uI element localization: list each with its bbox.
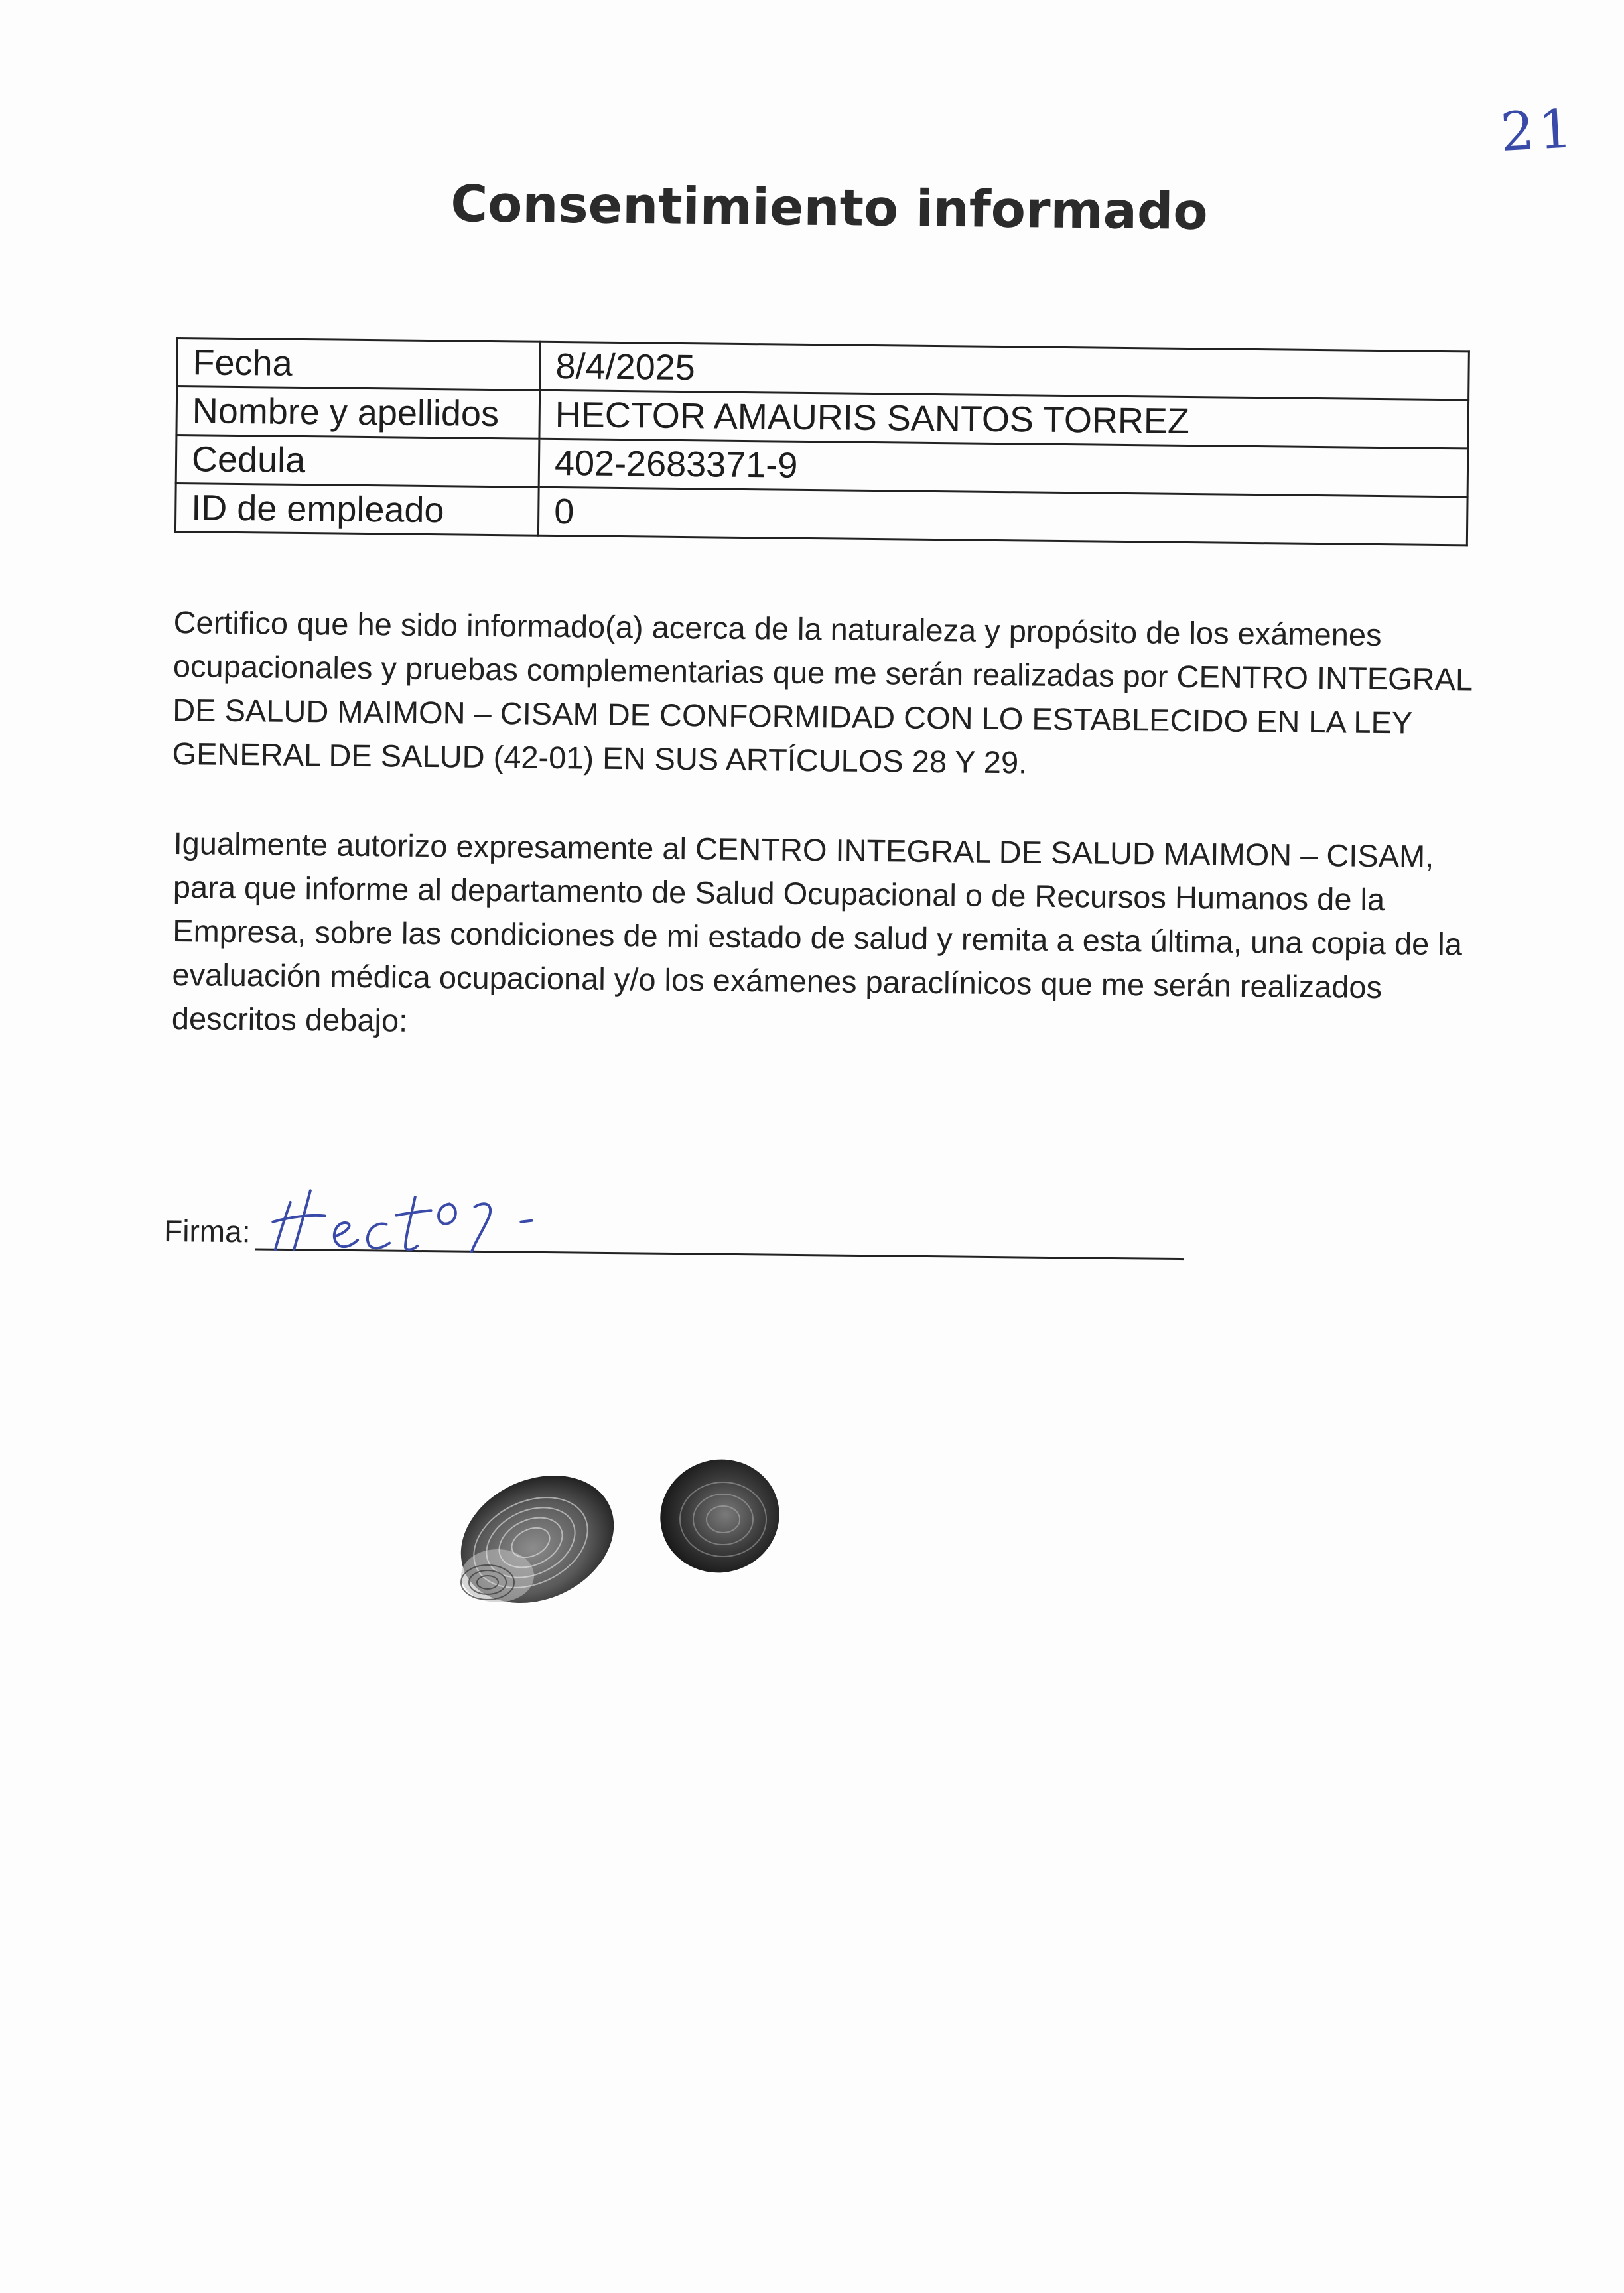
row-value-nombre: HECTOR AMAURIS SANTOS TORREZ	[539, 390, 1469, 449]
row-label-cedula: Cedula	[176, 435, 539, 488]
handwritten-page-number: 21	[1499, 98, 1578, 163]
handwritten-signature	[263, 1176, 609, 1259]
signature-row	[164, 1181, 1199, 1271]
row-label-fecha: Fecha	[177, 338, 541, 391]
fingerprint-right	[647, 1446, 792, 1586]
row-value-cedula: 402-2683371-9	[539, 439, 1468, 497]
signature-label: Firma:	[163, 1213, 251, 1249]
info-table	[174, 337, 1470, 546]
row-label-id-empleado: ID de empleado	[175, 484, 539, 536]
consent-paragraph-2: Igualmente autorizo expresamente al CENTRO INTEGRAL DE SALUD MAIMON – CISAM, para que informe al departamento de Salud Ocupacional o de Recursos Humanos de la Empresa, sobre las condiciones de mi estado de salud y remita a esta última, una copia de la evaluación médica ocupacional y/o los exámenes paraclínicos que me serán realizados descritos debajo:	[171, 825, 1463, 1038]
row-value-id-empleado: 0	[538, 487, 1467, 545]
fingerprints	[425, 1433, 836, 1645]
fingerprint-left	[440, 1452, 635, 1628]
consent-paragraph-1: Certifico que he sido informado(a) acerca de la naturaleza y propósito de los exámenes ocupacionales y pruebas complementarias que me serán realizadas por CENTRO INTEGRAL DE SALUD MAIMON – CISAM DE CONFORMIDAD CON LO ESTABLECIDO EN LA LEY GENERAL DE SALUD (42-01) EN SUS ARTÍCULOS 28 Y 29.	[172, 604, 1472, 780]
row-value-fecha: 8/4/2025	[540, 342, 1469, 400]
row-label-nombre: Nombre y apellidos	[176, 387, 540, 439]
page-title: Consentimiento informado	[450, 174, 1209, 241]
